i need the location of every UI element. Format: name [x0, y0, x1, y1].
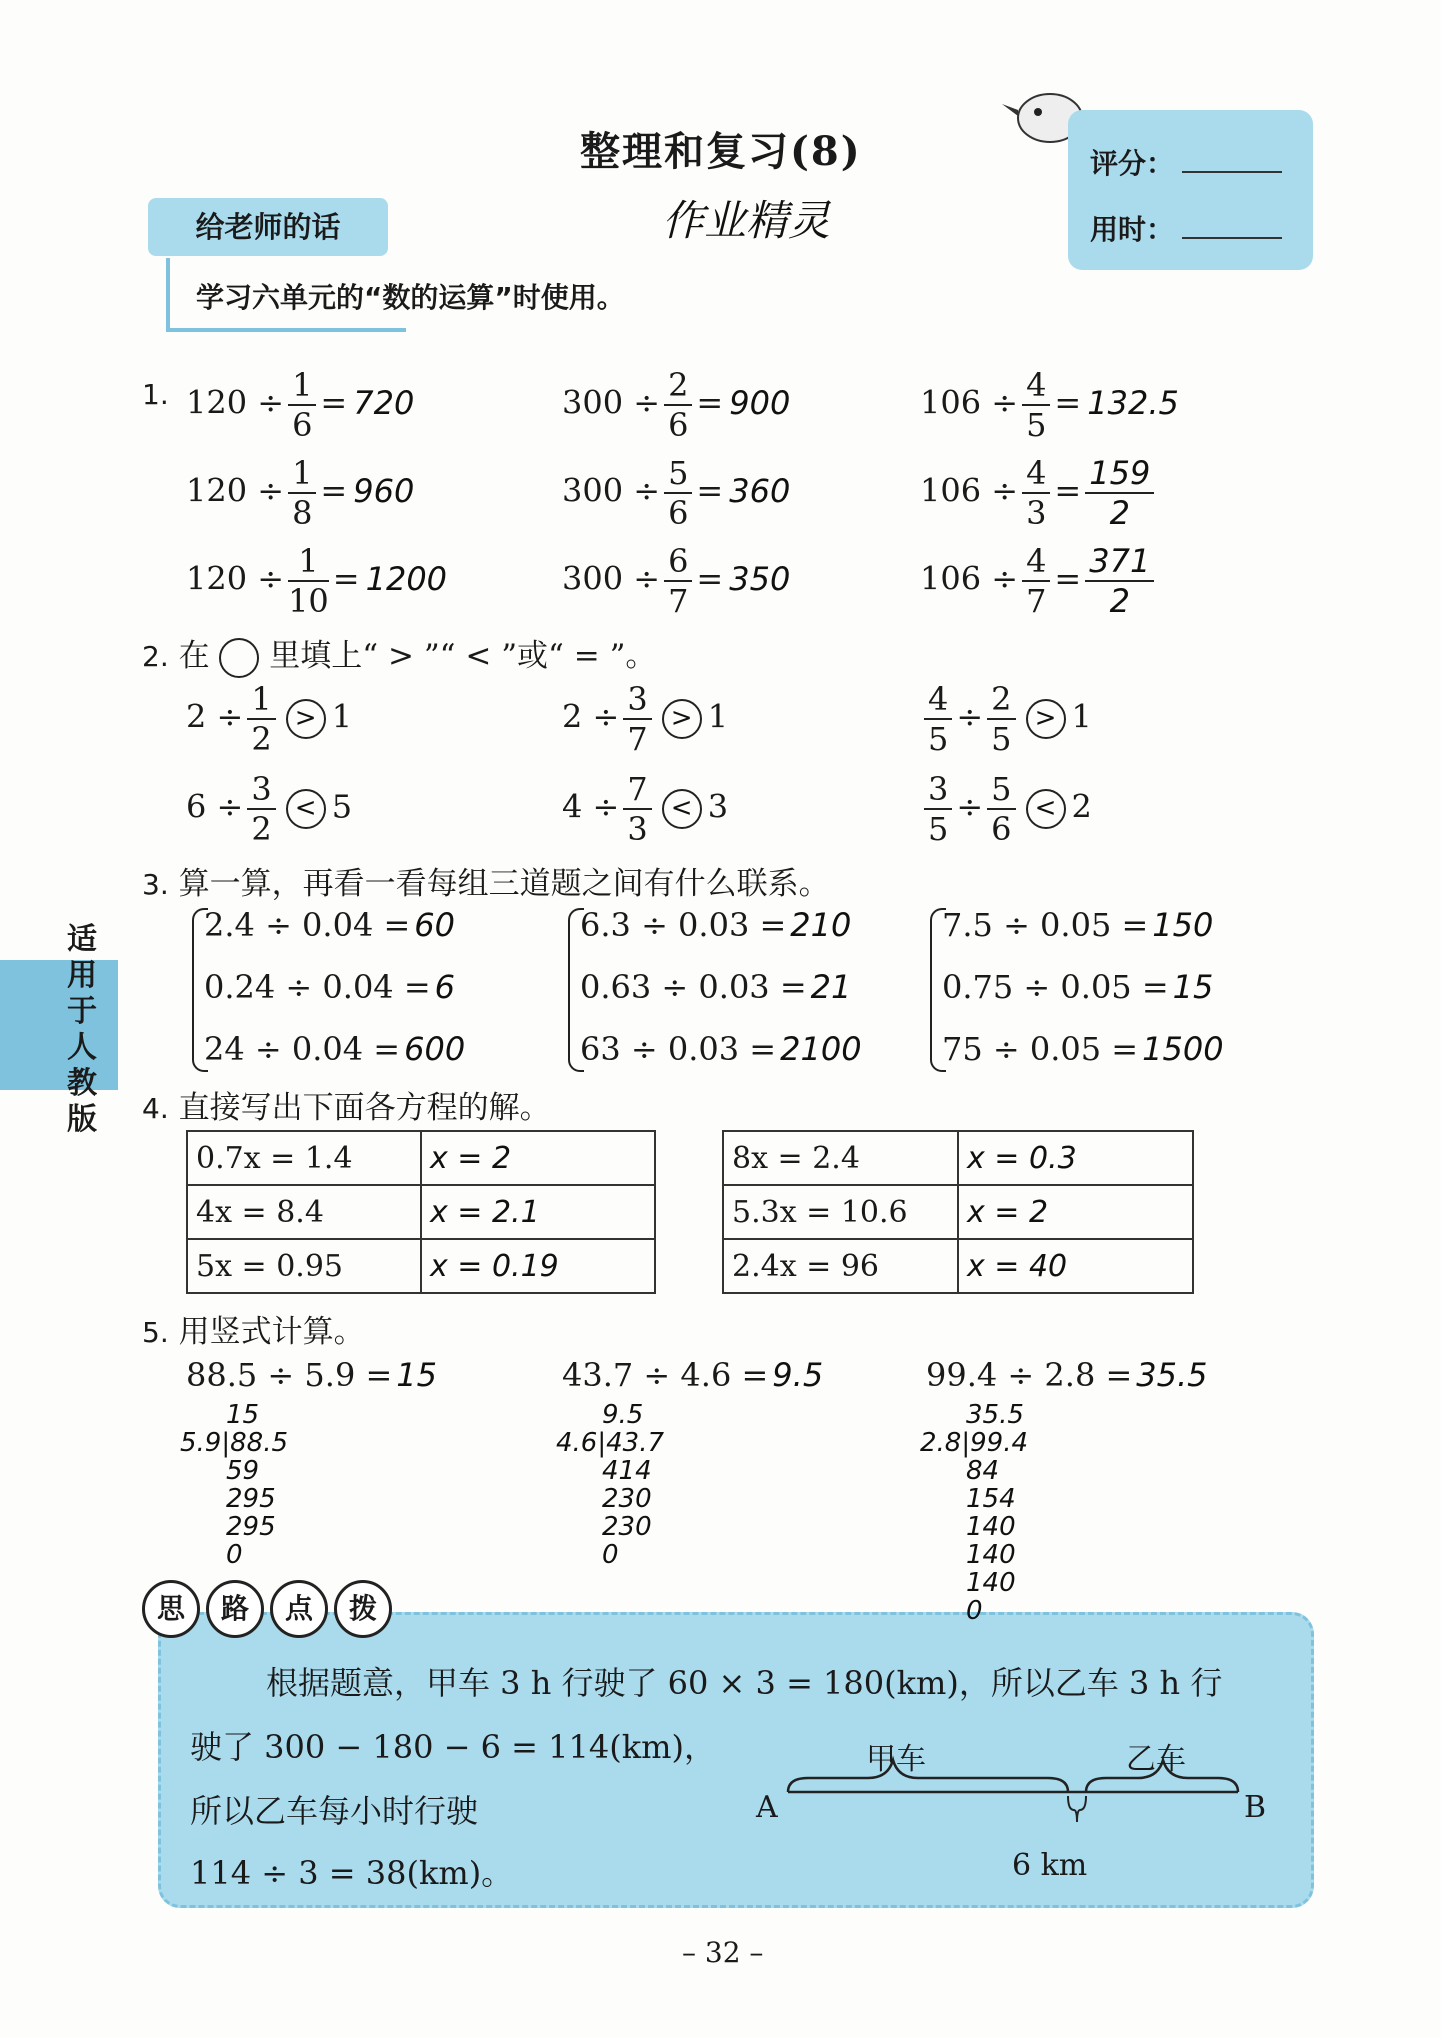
long-division-step: 4.6|43.7	[556, 1428, 664, 1458]
table-row	[723, 1239, 1193, 1293]
answer-handwritten[interactable]: 1500	[1142, 1030, 1224, 1068]
time-label: 用时：	[1090, 213, 1175, 246]
tip-char: 思	[142, 1580, 200, 1638]
long-division-step: 35.5	[966, 1400, 1024, 1430]
q1-expression	[186, 542, 447, 620]
q3-expression	[204, 1030, 465, 1068]
numerator: 1	[288, 454, 316, 494]
q1-expression	[920, 454, 1158, 532]
score-label: 评分：	[1090, 147, 1175, 180]
numerator: 3	[623, 680, 651, 720]
point-b-label: B	[1244, 1790, 1267, 1825]
equals-sign: =	[320, 471, 348, 510]
dividend: 120 ÷	[186, 471, 285, 510]
q3-expression	[580, 1030, 862, 1068]
table-row	[187, 1185, 655, 1239]
equals-sign: =	[696, 559, 724, 598]
q4-prompt	[142, 1082, 551, 1127]
answer-handwritten[interactable]: 15	[396, 1356, 437, 1394]
long-division-step: 154	[966, 1484, 1016, 1514]
equals-sign: =	[696, 471, 724, 510]
answer-handwritten[interactable]: 600	[404, 1030, 466, 1068]
rhs: 5	[331, 787, 353, 826]
q2-number: 2.	[142, 640, 169, 673]
answer-handwritten[interactable]: 1200	[365, 559, 448, 598]
long-division-step: 0	[226, 1540, 243, 1570]
equation-cell: 0.7x = 1.4	[187, 1131, 421, 1185]
solution-cell[interactable]: x = 0.3	[958, 1131, 1193, 1185]
long-division-step: 2.8|99.4	[920, 1428, 1028, 1458]
compare-circle[interactable]: <	[662, 789, 702, 829]
q3-expression	[204, 906, 455, 944]
expression: 0.63 ÷ 0.03 =	[580, 968, 807, 1006]
operator: 2 ÷	[562, 697, 620, 736]
q5-number: 5.	[142, 1316, 169, 1349]
page-title: 整理和复习(8)	[580, 128, 862, 175]
rhs: 1	[1071, 697, 1092, 736]
numerator: 5	[987, 770, 1015, 810]
fraction	[288, 366, 316, 444]
fraction	[1022, 454, 1050, 532]
note-bar-bottom	[166, 328, 406, 332]
denominator: 5	[1026, 406, 1047, 444]
numerator: 4	[924, 680, 952, 720]
long-division-step: 295	[226, 1512, 276, 1542]
solution-cell[interactable]: x = 2.1	[421, 1185, 655, 1239]
q3-expression	[204, 968, 455, 1006]
q1-expression	[920, 542, 1158, 620]
expression: 99.4 ÷ 2.8 =	[926, 1356, 1133, 1394]
numerator: 2	[664, 366, 692, 406]
denominator: 6	[668, 406, 689, 444]
answer-handwritten[interactable]: 21	[810, 968, 852, 1006]
fraction	[247, 680, 275, 758]
q4-text: 直接写出下面各方程的解。	[178, 1090, 551, 1126]
numerator: 4	[1022, 366, 1050, 406]
answer-handwritten[interactable]: 132.5	[1087, 383, 1179, 422]
dividend: 300 ÷	[562, 383, 661, 422]
numerator: 7	[623, 770, 651, 810]
equation-cell: 4x = 8.4	[187, 1185, 421, 1239]
compare-circle[interactable]: >	[662, 699, 702, 739]
q2-text-b: 里填上“ > ”“ < ”或“ = ”。	[269, 638, 657, 674]
q3-prompt	[142, 858, 830, 903]
operator: 2 ÷	[186, 697, 244, 736]
rhs: 3	[707, 787, 729, 826]
q3-expression	[942, 1030, 1224, 1068]
equals-sign: =	[332, 559, 360, 598]
answer-fraction[interactable]	[1085, 542, 1154, 620]
answer-handwritten[interactable]: 35.5	[1136, 1356, 1208, 1394]
long-division-step: 414	[602, 1456, 652, 1486]
fraction	[664, 454, 692, 532]
denominator: 5	[928, 810, 949, 848]
fraction	[924, 770, 952, 848]
q5-expression	[926, 1356, 1208, 1394]
time-blank[interactable]	[1182, 233, 1282, 239]
tip-line: 根据题意，甲车 3 h 行驶了 60 × 3 = 180(km)，所以乙车 3 h 行	[266, 1664, 1223, 1702]
expression: 7.5 ÷ 0.05 =	[942, 906, 1149, 944]
long-division-step: 295	[226, 1484, 276, 1514]
numerator: 1	[247, 680, 275, 720]
note-bar	[166, 258, 170, 330]
fraction	[623, 770, 651, 848]
numerator: 3	[924, 770, 952, 810]
operator: ÷	[956, 697, 984, 736]
expression: 88.5 ÷ 5.9 =	[186, 1356, 393, 1394]
denominator: 7	[627, 720, 648, 758]
q5-expression	[186, 1356, 437, 1394]
denominator: 7	[668, 582, 689, 620]
answer-handwritten[interactable]: 6	[434, 968, 455, 1006]
table-row	[723, 1131, 1193, 1185]
score-box	[1068, 110, 1313, 270]
expression: 0.24 ÷ 0.04 =	[204, 968, 431, 1006]
dividend: 120 ÷	[186, 383, 285, 422]
equation-cell: 5.3x = 10.6	[723, 1185, 958, 1239]
answer-handwritten[interactable]: 360	[729, 471, 791, 510]
numerator: 4	[1022, 454, 1050, 494]
expression: 43.7 ÷ 4.6 =	[562, 1356, 769, 1394]
denominator: 8	[292, 494, 313, 532]
compare-circle[interactable]: <	[286, 789, 326, 829]
denominator: 5	[928, 720, 949, 758]
long-division-step: 59	[226, 1456, 260, 1486]
long-division-step: 0	[966, 1596, 983, 1626]
operator: 6 ÷	[186, 787, 244, 826]
fraction	[1022, 366, 1050, 444]
expression: 75 ÷ 0.05 =	[942, 1030, 1139, 1068]
long-division-step: 140	[966, 1568, 1016, 1598]
long-division-step: 9.5	[602, 1400, 644, 1430]
equals-sign: =	[696, 383, 724, 422]
long-division-step: 15	[226, 1400, 260, 1430]
q2-comparison	[920, 680, 1092, 758]
fraction	[664, 542, 692, 620]
denominator: 6	[991, 810, 1012, 848]
q1-expression	[920, 366, 1179, 444]
numerator: 4	[1022, 542, 1050, 582]
tip-char: 点	[270, 1580, 328, 1638]
q4-table-right	[722, 1130, 1194, 1294]
tip-line: 驶了 300 − 180 − 6 = 114(km)，	[190, 1728, 716, 1766]
fraction	[924, 680, 952, 758]
long-division-step: 0	[602, 1540, 619, 1570]
denominator: 10	[288, 582, 329, 620]
dividend: 106 ÷	[920, 471, 1019, 510]
q4-number: 4.	[142, 1092, 169, 1125]
q2-comparison	[186, 680, 352, 758]
gap-label: 6 km	[1012, 1848, 1088, 1883]
answer-handwritten[interactable]: 150	[1152, 906, 1214, 944]
fraction	[664, 366, 692, 444]
expression: 63 ÷ 0.03 =	[580, 1030, 777, 1068]
q3-expression	[580, 906, 851, 944]
q1-expression	[562, 366, 790, 444]
rhs: 2	[1071, 787, 1092, 826]
answer-handwritten[interactable]: 9.5	[772, 1356, 824, 1394]
dividend: 120 ÷	[186, 559, 285, 598]
q1-expression	[562, 454, 790, 532]
expression: 0.75 ÷ 0.05 =	[942, 968, 1169, 1006]
solution-cell[interactable]: x = 2	[958, 1185, 1193, 1239]
operator: 4 ÷	[562, 787, 620, 826]
dividend: 106 ÷	[920, 383, 1019, 422]
table-row	[187, 1239, 655, 1293]
handwritten-subtitle: 作业精灵	[662, 196, 831, 245]
tip-title	[142, 1580, 398, 1638]
q1-number: 1.	[142, 378, 169, 411]
table-row	[723, 1185, 1193, 1239]
denominator: 3	[627, 810, 648, 848]
side-tab-text: 适用于人教版	[67, 922, 97, 1137]
compare-circle[interactable]: <	[1026, 789, 1066, 829]
long-division-step: 140	[966, 1512, 1016, 1542]
denominator: 5	[991, 720, 1012, 758]
denominator: 2	[251, 810, 272, 848]
q1-expression	[186, 454, 414, 532]
q2-comparison	[562, 680, 728, 758]
fraction	[1022, 542, 1050, 620]
numerator: 1	[288, 366, 316, 406]
q1-expression	[562, 542, 790, 620]
tip-line: 所以乙车每小时行驶	[190, 1792, 479, 1830]
q3-expression	[942, 968, 1213, 1006]
equation-cell: 2.4x = 96	[723, 1239, 958, 1293]
dividend: 106 ÷	[920, 559, 1019, 598]
q2-comparison	[186, 770, 352, 848]
q3-expression	[942, 906, 1213, 944]
numerator: 159	[1085, 454, 1154, 494]
numerator: 2	[987, 680, 1015, 720]
teacher-note-tag: 给老师的话	[148, 198, 388, 256]
fraction	[987, 680, 1015, 758]
page-number: – 32 –	[682, 1936, 764, 1969]
answer-handwritten[interactable]: 960	[353, 471, 415, 510]
q2-comparison	[562, 770, 728, 848]
solution-cell[interactable]: x = 40	[958, 1239, 1193, 1293]
numerator: 1	[288, 542, 329, 582]
answer-handwritten[interactable]: 350	[729, 559, 791, 598]
q5-prompt	[142, 1306, 365, 1351]
denominator: 2	[1109, 494, 1130, 532]
rhs: 1	[707, 697, 729, 736]
tip-line: 114 ÷ 3 = 38(km)。	[190, 1854, 514, 1892]
equation-cell: 5x = 0.95	[187, 1239, 421, 1293]
numerator: 5	[664, 454, 692, 494]
compare-circle[interactable]: >	[1026, 699, 1066, 739]
circle-icon	[219, 638, 259, 678]
answer-handwritten[interactable]: 2100	[780, 1030, 862, 1068]
answer-handwritten[interactable]: 60	[414, 906, 455, 944]
rhs: 1	[331, 697, 353, 736]
q1-expression	[186, 366, 414, 444]
answer-fraction[interactable]	[1085, 454, 1154, 532]
point-a-label: A	[756, 1790, 778, 1825]
numerator: 371	[1085, 542, 1154, 582]
solution-cell[interactable]: x = 0.19	[421, 1239, 655, 1293]
denominator: 6	[668, 494, 689, 532]
expression: 2.4 ÷ 0.04 =	[204, 906, 411, 944]
q3-number: 3.	[142, 868, 169, 901]
tip-char: 路	[206, 1580, 264, 1638]
q2-prompt	[142, 630, 656, 678]
car2-label: 乙车	[1126, 1742, 1186, 1777]
long-division-step: 5.9|88.5	[180, 1428, 288, 1458]
fraction	[288, 542, 329, 620]
answer-handwritten[interactable]: 210	[790, 906, 852, 944]
car1-label: 甲车	[866, 1742, 926, 1777]
fraction	[288, 454, 316, 532]
long-division-step: 84	[966, 1456, 1000, 1486]
dividend: 300 ÷	[562, 559, 661, 598]
answer-handwritten[interactable]: 15	[1172, 968, 1214, 1006]
q5-text: 用竖式计算。	[178, 1314, 365, 1350]
q3-expression	[580, 968, 851, 1006]
q2-comparison	[920, 770, 1092, 848]
numerator: 6	[664, 542, 692, 582]
equals-sign: =	[1054, 559, 1082, 598]
expression: 24 ÷ 0.04 =	[204, 1030, 401, 1068]
denominator: 7	[1026, 582, 1047, 620]
denominator: 2	[1109, 582, 1130, 620]
answer-handwritten[interactable]: 900	[729, 383, 791, 422]
equals-sign: =	[1054, 383, 1082, 422]
q3-text: 算一算，再看一看每组三道题之间有什么联系。	[178, 866, 830, 902]
answer-handwritten[interactable]: 720	[353, 383, 415, 422]
tip-char: 拨	[334, 1580, 392, 1638]
fraction	[987, 770, 1015, 848]
denominator: 2	[251, 720, 272, 758]
fraction	[623, 680, 651, 758]
denominator: 3	[1026, 494, 1047, 532]
equals-sign: =	[1054, 471, 1082, 510]
long-division-step: 230	[602, 1484, 652, 1514]
numerator: 3	[247, 770, 275, 810]
compare-circle[interactable]: >	[286, 699, 326, 739]
q2-text-a: 在	[178, 638, 210, 674]
long-division-step: 140	[966, 1540, 1016, 1570]
q4-table-left	[186, 1130, 656, 1294]
equation-cell: 8x = 2.4	[723, 1131, 958, 1185]
fraction	[247, 770, 275, 848]
table-row	[187, 1131, 655, 1185]
expression: 6.3 ÷ 0.03 =	[580, 906, 787, 944]
dividend: 300 ÷	[562, 471, 661, 510]
equals-sign: =	[320, 383, 348, 422]
long-division-step: 230	[602, 1512, 652, 1542]
denominator: 6	[292, 406, 313, 444]
q5-expression	[562, 1356, 823, 1394]
score-blank[interactable]	[1182, 167, 1282, 173]
teacher-note-text: 学习六单元的“数的运算”时使用。	[196, 281, 625, 314]
operator: ÷	[956, 787, 984, 826]
solution-cell[interactable]: x = 2	[421, 1131, 655, 1185]
